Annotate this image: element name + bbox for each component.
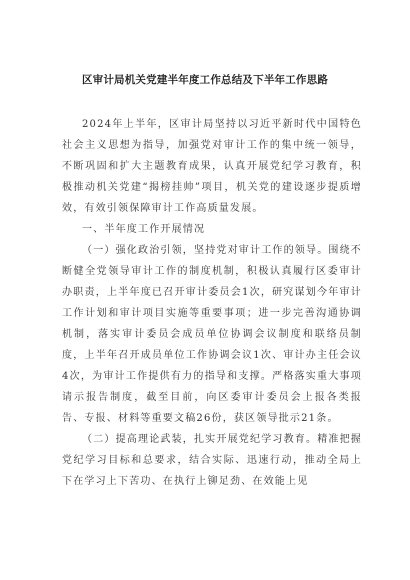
item-2-lead: （二）提高理论武装，扎实开展党纪学习教育。 (82, 434, 318, 445)
item-1-paragraph (62, 240, 362, 429)
item-2-paragraph (62, 429, 362, 492)
section-heading: 一、半年度工作开展情况 (82, 224, 206, 235)
document-title: 区审计局机关党建半年度工作总结及下半年工作思路 (81, 74, 329, 86)
item-1-lead: （一）强化政治引领，坚持党对审计工作的领导。 (82, 245, 329, 256)
intro-paragraph: 2024年上半年，区审计局坚持以习近平新时代中国特色社会主义思想为指导，加强党对审计工作的集中统一领导，不断巩固和扩大主题教育成果，认真开展党纪学习教育，积极推动机关党建“揭榜挂帅”项目，机关党的建设逐步提质增效，有效引领保障审计工作高质量发展。 (62, 119, 362, 214)
document-body (62, 114, 362, 492)
item-2-body: 精准把握党纪学习目标和总要求，结合实际、迅速行动，推动全局上下在学习上下苦功、在执行上铆足劲、在效能上见 (62, 434, 363, 487)
item-1-body: 围绕不断健全党领导审计工作的制度机制，积极认真履行区委审计办职责，上半年度已召开审计委员会1次，研究谋划今年审计工作计划和审计项目实施等重要事项；进一步完善沟通协调机制，落实审计委员会成员单位协调会议制度和联络员制度，上半年召开成员单位工作协调会议1次、审计办主任会议4次，为审计工作提供有力的指导和支撑。严格落实重大事项请示报告制度，截至目前，向区委审计委员会上报各类报告、专报、材料等重要文稿26份，获区领导批示21条。 (62, 245, 363, 424)
